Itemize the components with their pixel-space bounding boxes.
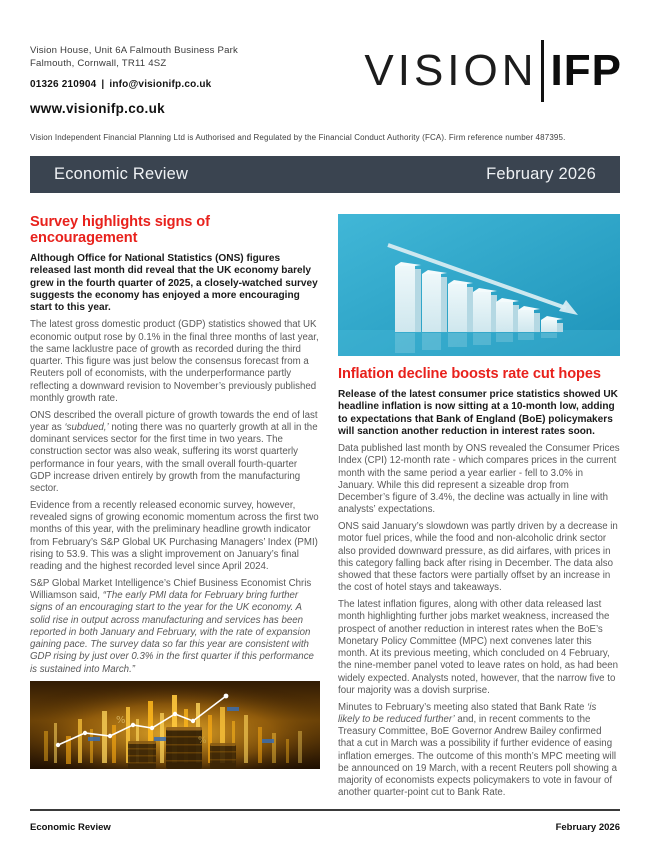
logo-text-ifp: IFP	[550, 46, 622, 95]
contact-separator: |	[101, 79, 105, 90]
left-article-paragraph: The latest gross domestic product (GDP) statistics showed that UK economic output rose by 0.1% in the final three months of last year, the same lacklustre pace of growth as recorded during the third quarter. This figure was just below the consensus forecast from a Reuters poll of economists, with the underperformance partly reflecting a downward revision to November’s previously published monthly growth rate.	[30, 319, 319, 404]
page-header	[0, 0, 650, 116]
phone-email-line	[30, 79, 238, 90]
logo-text-vision: VISION	[364, 46, 538, 95]
website-link[interactable]: www.visionifp.co.uk	[30, 101, 165, 116]
left-article-paragraph: ONS described the overall picture of growth towards the end of last year as ‘subdued,’ noting there was no quarterly growth at all in the dominant services sector for the first time in two years. The construction sector was also weak, suffering its worst quarterly performance in four years, with the small overall fourth-quarter GDP increase driven entirely by growth from the manufacturing sector.	[30, 409, 318, 495]
percent-icon: %	[198, 735, 207, 746]
regulatory-note: Vision Independent Financial Planning Ltd is Authorised and Regulated by the Financial Conduct Authority (FCA). Firm reference number 487395.	[30, 133, 566, 142]
page-footer	[30, 809, 620, 833]
right-article-heading: Inflation decline boosts rate cut hopes	[338, 366, 601, 382]
banner-title: Economic Review	[54, 165, 189, 183]
right-article-paragraph: Data published last month by ONS revealed the Consumer Prices Index (CPI) 12-month rate - which compares prices in the current month with the same period a year earlier - fell to 3.0% in January. While this did represent a sizeable drop from December’s figure of 3.4%, the decline was actually in line with analysts’ expectations.	[338, 443, 620, 516]
footer-date: February 2026	[555, 822, 620, 833]
golden-coins-rising-line-chart-image	[30, 681, 320, 769]
footer-title: Economic Review	[30, 822, 111, 833]
title-banner	[30, 156, 620, 193]
banner-date: February 2026	[486, 165, 596, 183]
left-article-paragraph: Evidence from a recently released economic survey, however, revealed signs of growing economic momentum across the first two months of this year, with the preliminary headline growth indicator from February’s S&P Global UK Purchasing Managers’ Index (PMI) rising to 53.9. This was a slight improvement on January’s final reading and the highest recorded level since April 2024.	[30, 499, 319, 573]
percent-icon: %	[116, 714, 126, 726]
left-article	[30, 214, 320, 804]
right-article-intro: Release of the latest consumer price statistics showed UK headline inflation is now sitting at a 10-month low, adding to expectations that Bank of England (BoE) policymakers will sanction another reduction in interest rates soon.	[338, 389, 618, 437]
right-article-paragraph: Minutes to February’s meeting also stated that Bank Rate ‘is likely to be reduced further’ and, in recent comments to the Treasury Committee, BoE Governor Andrew Bailey confirmed that a cut in March was a possibility if further evidence of easing inflation emerges. The outcome of this month’s MPC meeting will be announced on 19 March, with a recent Reuters poll showing a majority of economists expects policymakers to vote in favour of another quarter-point cut to Bank Rate.	[338, 701, 617, 799]
email-link[interactable]: info@visionifp.co.uk	[109, 79, 212, 90]
address-line-2: Falmouth, Cornwall, TR11 4SZ	[30, 58, 167, 69]
right-article	[338, 214, 620, 804]
left-article-heading: Survey highlights signs of encouragement	[30, 214, 210, 246]
left-article-paragraph: S&P Global Market Intelligence’s Chief Business Economist Chris Williamson said, “The early PMI data for February bring further signs of an encouraging start to the year for the UK economy. A solid rise in output across manufacturing and services has been reported in both January and February, with the rate of expansion gaining pace. The survey data so far this year are consistent with GDP rising by just over 0.3% in the first quarter if this performance is sustained into March.”	[30, 577, 314, 675]
right-article-paragraph: The latest inflation figures, along with other data released last month highlighting further jobs market weakness, increased the prospect of another reduction in interest rates when the BoE’s Monetary Policy Committee (MPC) next convenes later this month. At its previous meeting, which concluded on 4 February, the nine-member panel voted to leave rates on hold, as had been widely expected. Analysts noted, however, that the narrow five to four majority was a dovish surprise.	[338, 599, 619, 696]
declining-bar-chart-down-arrow-image	[338, 214, 620, 356]
logo-divider-bar	[541, 40, 544, 102]
main-content	[0, 214, 650, 804]
vision-ifp-logo	[364, 40, 622, 102]
contact-block	[30, 44, 238, 116]
left-article-intro: Although Office for National Statistics (ONS) figures released last month did reveal that the UK economy barely grew in the fourth quarter of 2025, a closely-watched survey suggests the economy has enjoyed a more encouraging start to this year.	[30, 253, 318, 314]
right-article-paragraph: ONS said January’s slowdown was partly driven by a decrease in motor fuel prices, while the food and non-alcoholic drink sector also provided downward pressure, as did airfares, with prices in this category falling back after rising in December. The data also showed that these factors were partially offset by an increase in the cost of hotel stays and takeaways.	[338, 521, 618, 594]
phone-number: 01326 210904	[30, 79, 97, 90]
address-line-1: Vision House, Unit 6A Falmouth Business Park	[30, 45, 239, 56]
